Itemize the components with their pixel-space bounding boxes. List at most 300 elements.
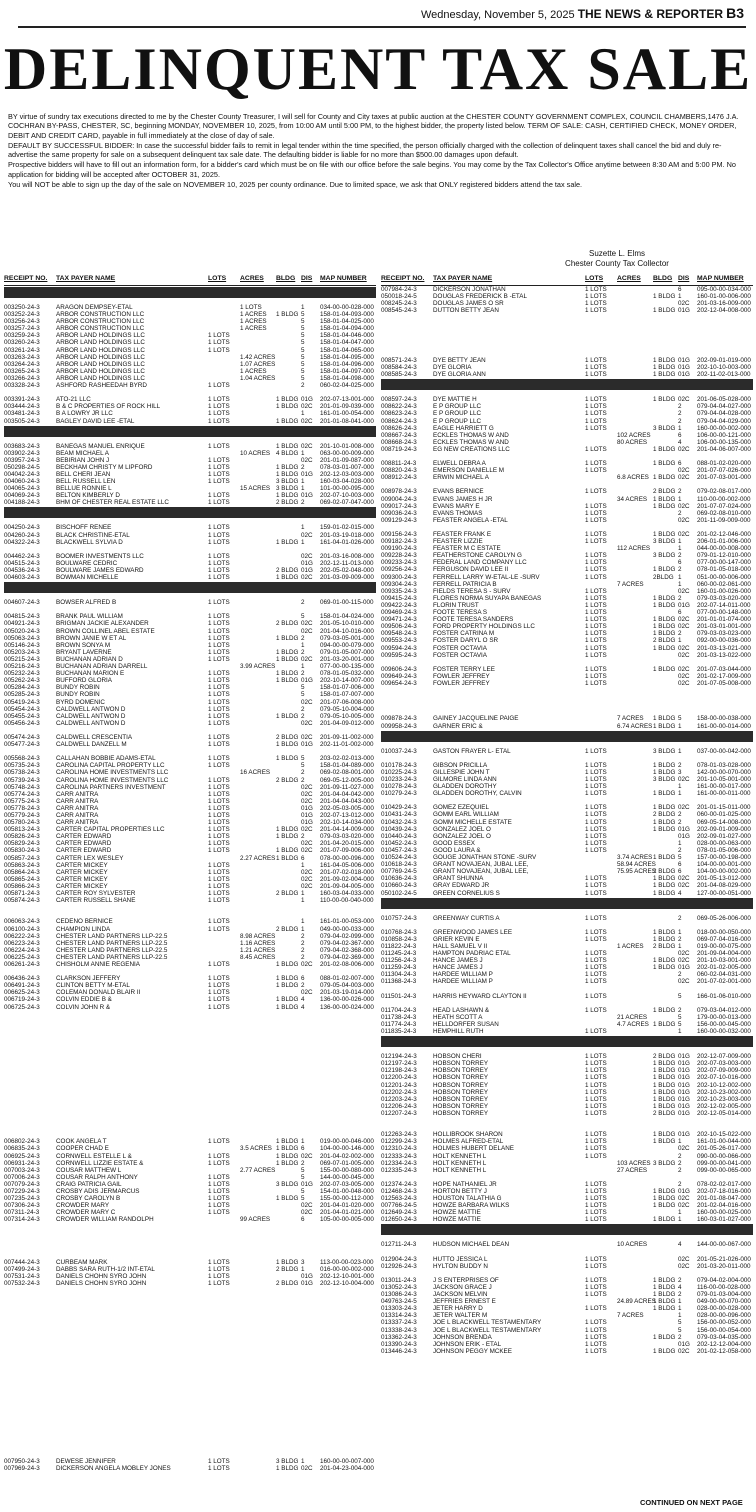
lots: 1 LOTS (208, 705, 230, 713)
lots: 1 LOTS (208, 996, 230, 1004)
map-number: 028-00-00-096-000 (697, 1312, 751, 1320)
dis: 5 (301, 346, 305, 354)
dis: 02C (301, 403, 313, 411)
tax-payer-name: ARBOR LAND HOLDINGS LLC (56, 339, 145, 347)
dis: 2 (301, 833, 305, 841)
tax-payer-name: CALDWELL DANZELL M (56, 741, 127, 749)
row-spacer (4, 389, 376, 396)
bldg: 1 BLDG (653, 307, 676, 315)
map-number: 088-01-02-007-000 (320, 975, 374, 983)
bldg: 3 BLDG (653, 1159, 676, 1167)
tax-payer-name: GILMORE LINDA ANN (433, 776, 497, 783)
bldg: 1 BLDG (653, 1284, 676, 1291)
lots: 1 LOTS (585, 1333, 607, 1341)
tax-payer-name: HOLMES HUBERT DELANE (433, 1145, 514, 1153)
bldg: 1 BLDG (276, 1145, 299, 1153)
map-number: 079-03-03-020-000 (320, 833, 374, 841)
tax-payer-name: GRANT SHUNNA (433, 875, 484, 883)
table-row (4, 691, 376, 698)
tax-payer-name: CAROLINA HOME INVESTMENTS LLC (56, 776, 169, 784)
tax-payer-name: DUTTON BETTY JEAN (433, 307, 499, 315)
lots: 1 LOTS (208, 1152, 230, 1160)
table-row (381, 978, 753, 985)
bldg: 1 BLDG (653, 1187, 676, 1195)
receipt-no: 005203-24-3 (4, 648, 40, 656)
bldg: 1 BLDG (653, 1102, 676, 1110)
bldg: 1 BLDG (276, 648, 299, 656)
table-row (4, 347, 376, 354)
tax-payer-name: FEASTER ANGELA -ETAL (433, 516, 508, 524)
tax-payer-name: CHESTER LAND PARTNERS LLP-22.5 (56, 946, 168, 954)
receipt-no: 005232-24-3 (4, 670, 40, 678)
map-number: 179-00-00-013-000 (697, 1013, 751, 1021)
table-row (381, 950, 753, 957)
tax-payer-name: BELL RUSSELL LEN (56, 478, 116, 486)
map-number: 201-03-01-001-000 (697, 623, 751, 631)
tax-payer-name: FERRELL LARRY W-ETAL-LE -SURV (433, 573, 540, 581)
tax-payer-name: FEATHERSTONE CAROLYN G (433, 552, 522, 560)
lots: 1 LOTS (208, 332, 230, 340)
map-number: 158-01-04-097-000 (320, 367, 374, 375)
map-number: 160-00-00-025-000 (697, 1209, 751, 1217)
dis: 5 (301, 353, 305, 361)
bldg: 1 BLDG (653, 474, 676, 482)
receipt-no: 009036-24-3 (381, 509, 417, 517)
dis: 02C (678, 875, 690, 883)
table-row (381, 1160, 753, 1167)
lots: 1 LOTS (585, 1262, 607, 1270)
row-spacer (4, 546, 376, 553)
row-spacer (381, 708, 753, 715)
bldg: 1 BLDG (653, 293, 676, 301)
tax-payer-name: ASHFORD RASHEEDAH BYRD (56, 382, 147, 390)
table-row (381, 1188, 753, 1195)
tax-payer-name: DYE BETTY JEAN (433, 356, 486, 364)
receipt-no: 004462-24-3 (4, 552, 40, 560)
table-row (4, 954, 376, 961)
bldg: 2 BLDG (276, 620, 299, 628)
dis: 02C (678, 957, 690, 965)
tax-payer-name: FOSTER DARYL O SR (433, 637, 499, 645)
tax-payer-name: CARTER EDWARD (56, 833, 112, 841)
tax-payer-name: JACKSON MELVIN (433, 1291, 488, 1299)
tax-payer-name: CALLAHAN BOBBIE ADAMS-ETAL (56, 755, 156, 763)
tax-payer-name: HOBSON TORREY (433, 1060, 489, 1068)
table-row (4, 734, 376, 741)
receipt-no: 012198-24-3 (381, 1067, 417, 1075)
receipt-no: 005020-24-3 (4, 627, 40, 635)
map-number: 202-11-02-013-000 (697, 371, 751, 379)
dis: 01G (301, 812, 313, 819)
acres: 7 ACRES (617, 1312, 644, 1320)
header-name: TAX PAYER NAME (433, 275, 493, 282)
header-dis: DIS (301, 275, 313, 282)
row-spacer (4, 1046, 376, 1053)
table-row (4, 989, 376, 996)
map-number: 202-05-02-048-000 (320, 567, 374, 574)
bldg: 1 BLDG (653, 854, 676, 862)
bldg: 1 BLDG (653, 502, 676, 510)
tax-payer-name: CARR ANITRA (56, 819, 99, 827)
tax-payer-name: ARBOR LAND HOLDINGS LLC (56, 374, 145, 382)
lots: 1 LOTS (585, 978, 607, 986)
table-row (4, 396, 376, 403)
bldg: 3 BLDG (653, 552, 676, 560)
bldg: 1 BLDG (653, 364, 676, 372)
dis: 01G (678, 307, 690, 315)
table-row (4, 553, 376, 560)
receipt-no: 009335-24-3 (381, 587, 417, 595)
tax-payer-name: FOSTER TERRY LEE (433, 665, 495, 673)
map-number: 079-04-02-099-000 (320, 932, 374, 940)
map-number: 201-07-03-001-000 (697, 474, 751, 482)
receipt-no: 010618-24-3 (381, 861, 417, 869)
dis: 1 (301, 890, 305, 898)
lots: 1 LOTS (585, 1138, 607, 1146)
receipt-no: 008719-24-3 (381, 445, 417, 453)
map-number: 202-09-01-009-000 (697, 825, 751, 833)
dis: 01G (678, 364, 690, 372)
receipt-no: 005748-24-3 (4, 783, 40, 791)
lots: 1 LOTS (208, 719, 230, 727)
tax-payer-name: E P GROUP LLC (433, 410, 482, 418)
map-number: 155-00-00-080-000 (320, 1166, 374, 1174)
dis: 1 (678, 839, 682, 847)
lots: 1 LOTS (208, 620, 230, 628)
bldg: 4 BLDG (276, 449, 299, 457)
header-dis: DIS (678, 275, 690, 282)
tax-payer-name: DYE GLORIA (433, 364, 472, 372)
map-number: 049-00-00-070-000 (697, 1298, 751, 1306)
tax-payer-name: ARBOR LAND HOLDINGS LLC (56, 353, 145, 361)
map-number: 160-00-00-007-000 (320, 1457, 374, 1465)
table-row (381, 748, 753, 755)
tax-payer-name: HEAD LASHAWN & (433, 1006, 490, 1014)
lots: 1 LOTS (585, 950, 607, 958)
lots: 1 LOTS (208, 833, 230, 841)
receipt-no: 009553-24-3 (381, 637, 417, 645)
row-spacer (381, 701, 753, 708)
row-spacer (4, 1436, 376, 1443)
signature-block (542, 249, 692, 269)
map-number: 079-03-04-035-000 (697, 1333, 751, 1341)
receipt-no: 005735-24-3 (4, 762, 40, 770)
receipt-no: 004815-24-3 (4, 613, 40, 621)
map-number: 160-01-00-006-000 (697, 293, 751, 301)
receipt-no: 013446-24-3 (381, 1347, 417, 1355)
map-number: 156-00-00-054-000 (697, 1326, 751, 1334)
dis: 02C (678, 776, 690, 783)
table-row (4, 457, 376, 464)
map-number: 079-04-04-028-000 (697, 410, 751, 418)
table-row (381, 581, 753, 588)
map-number: 201-11-09-009-000 (697, 516, 751, 524)
table-row (381, 811, 753, 818)
bldg: 1 BLDG (276, 655, 299, 663)
receipt-no: 006491-24-3 (4, 982, 40, 990)
table-row (381, 833, 753, 840)
dis: 2 (301, 705, 305, 713)
table-row (4, 361, 376, 368)
tax-payer-name: HOBSON TORREY (433, 1074, 489, 1082)
dis: 02C (301, 1152, 313, 1160)
map-number: 201-04-01-020-000 (320, 1202, 374, 1210)
row-spacer (381, 1124, 753, 1131)
tax-payer-name: CLARKSON JEFFERY (56, 975, 121, 983)
bldg: 1 BLDG (653, 1298, 676, 1306)
receipt-no: 007531-24-3 (4, 1273, 40, 1281)
dis: 5 (301, 762, 305, 770)
tax-payer-name: GONZALEZ JOEL O (433, 832, 491, 840)
lots: 1 LOTS (208, 982, 230, 990)
dis: 01G (678, 1053, 690, 1061)
dis: 02C (301, 1464, 313, 1472)
lots: 1 LOTS (585, 992, 607, 1000)
table-row (4, 996, 376, 1003)
receipt-no: 004515-24-3 (4, 559, 40, 567)
map-number: 158-01-04-096-000 (320, 360, 374, 368)
map-number: 156-00-00-045-000 (697, 1021, 751, 1028)
lots: 1 LOTS (208, 492, 230, 500)
table-row (381, 943, 753, 950)
tax-payer-name: GOOD LAURA & (433, 846, 481, 854)
table-row (381, 804, 753, 811)
dis: 1 (301, 925, 305, 933)
map-number: 158-01-04-047-000 (320, 339, 374, 347)
bldg: 3 BLDG (653, 747, 676, 755)
acres: 10 ACRES (240, 449, 271, 457)
section-divider (4, 507, 376, 518)
tax-payer-name: DOUGLAS JAMES O SR (433, 300, 504, 308)
receipt-no: 009156-24-3 (381, 531, 417, 538)
table-row (4, 635, 376, 642)
row-spacer (4, 1110, 376, 1117)
lots: 1 LOTS (585, 672, 607, 680)
map-number: 094-00-00-079-000 (320, 641, 374, 649)
dis: 02C (301, 790, 313, 798)
receipt-no: 007984-24-3 (381, 286, 417, 293)
receipt-no: 010225-24-3 (381, 768, 417, 776)
map-number: 202-07-10-003-000 (320, 492, 374, 500)
receipt-no: 011304-24-3 (381, 971, 417, 979)
receipt-no: 009958-24-3 (381, 722, 417, 730)
table-row (381, 826, 753, 833)
receipt-no: 012334-24-3 (381, 1159, 417, 1167)
table-row (381, 637, 753, 644)
lots: 1 LOTS (208, 882, 230, 890)
lots: 1 LOTS (585, 665, 607, 673)
lots: 1 LOTS (208, 819, 230, 827)
dis: 1 (678, 747, 682, 755)
row-spacer (381, 694, 753, 701)
lots: 1 LOTS (585, 1180, 607, 1188)
lots: 1 LOTS (208, 875, 230, 883)
receipt-no: 013390-24-3 (381, 1340, 417, 1348)
lots: 1 LOTS (208, 733, 230, 741)
dis: 1 (678, 783, 682, 791)
map-number: 201-02-08-006-000 (320, 960, 374, 968)
row-spacer (4, 1238, 376, 1245)
lots: 1 LOTS (585, 790, 607, 798)
map-number: 106-00-00-135-000 (697, 438, 751, 446)
intro-paragraph: Prospective bidders will have to fill out an information form, for a bidder's card which must be on file with our office before the sale begins. You may come by the Tax Collector's Office anytime between 8:30 AM and 5:00 PM. No application for bidding will be accepted after OCTOBER 31, 2025. (8, 160, 736, 179)
lots: 1 LOTS (208, 925, 230, 933)
table-row (381, 1241, 753, 1248)
row-spacer (381, 1249, 753, 1256)
bldg: 1 BLDG (276, 1003, 299, 1011)
receipt-no: 004250-24-3 (4, 524, 40, 532)
map-number: 202-07-18-016-000 (697, 1187, 751, 1195)
receipt-no: 009129-24-3 (381, 516, 417, 524)
row-spacer (4, 1443, 376, 1450)
table-row (4, 663, 376, 670)
table-row (4, 485, 376, 492)
table-row (381, 439, 753, 446)
lots: 1 LOTS (585, 1028, 607, 1036)
lots: 1 LOTS (585, 768, 607, 776)
lots: 1 LOTS (585, 825, 607, 833)
tax-payer-name: BELL CHERI JEAN (56, 470, 111, 478)
tax-payer-name: FOSTER OCTAVIA (433, 644, 487, 652)
receipt-no: 010452-24-3 (381, 839, 417, 847)
tax-payer-name: JETER HARRY D (433, 1305, 483, 1313)
tax-payer-name: HOLMES ALFRED-ETAL (433, 1138, 504, 1146)
acres: 4.7 ACRES (617, 1021, 649, 1028)
lots: 1 LOTS (208, 691, 230, 699)
listing-rows (4, 287, 376, 1472)
receipt-no: 010279-24-3 (381, 790, 417, 798)
dis: 02C (301, 875, 313, 883)
lots: 1 LOTS (585, 371, 607, 379)
dis: 01G (301, 470, 313, 478)
tax-payer-name: FOOTE TERESA S (433, 609, 488, 617)
dis: 02C (678, 445, 690, 453)
table-row (381, 371, 753, 378)
tax-payer-name: HOBSON CHERI (433, 1053, 482, 1061)
dis: 2 (301, 463, 305, 471)
map-number: 069-01-00-115-000 (320, 599, 374, 607)
bldg: 1 BLDG (653, 371, 676, 379)
receipt-no: 008245-24-3 (381, 300, 417, 308)
map-number: 201-07-09-006-000 (320, 847, 374, 855)
table-row (381, 510, 753, 517)
dis: 6 (301, 1216, 305, 1224)
tax-payer-name: CAROLINA HOME INVESTMENTS LLC (56, 769, 169, 777)
tax-payer-name: FOSTER OCTAVIA (433, 651, 487, 659)
row-spacer (4, 1387, 376, 1394)
dis: 1 (301, 1138, 305, 1146)
tax-payer-name: HOUSTON TALATHIA G (433, 1195, 502, 1203)
tax-payer-name: ARBOR CONSTRUCTION LLC (56, 318, 145, 326)
row-spacer (4, 1287, 376, 1294)
tax-payer-name: CHAMPION LINDA (56, 925, 111, 933)
table-row (381, 1028, 753, 1035)
lots: 1 LOTS (208, 634, 230, 642)
tax-payer-name: ATO-21 LLC (56, 396, 91, 404)
dis: 02C (301, 574, 313, 582)
section-divider (381, 1036, 753, 1047)
tax-payer-name: GREENWOOD JAMES LEE (433, 928, 513, 936)
table-row (4, 926, 376, 933)
dis: 2 (301, 634, 305, 642)
lots: 1 LOTS (208, 1180, 230, 1188)
receipt-no: 012650-24-3 (381, 1216, 417, 1224)
row-spacer (381, 986, 753, 993)
acres: 7 ACRES (617, 715, 644, 723)
tax-payer-name: BOULWARE JAMES EDWARD (56, 567, 144, 574)
lots: 1 LOTS (585, 1095, 607, 1103)
dis: 1 (678, 580, 682, 588)
receipt-no: 009649-24-3 (381, 672, 417, 680)
receipt-no: 004603-24-3 (4, 574, 40, 582)
map-number: 202-07-03-003-000 (697, 1060, 751, 1068)
map-number: 158-00-00-038-000 (697, 715, 751, 723)
lots: 1 LOTS (585, 935, 607, 943)
lots: 1 LOTS (585, 1340, 607, 1348)
lots: 1 LOTS (208, 1258, 230, 1266)
receipt-no: 011256-24-3 (381, 957, 417, 965)
receipt-no: 009256-24-3 (381, 566, 417, 574)
table-row (4, 1280, 376, 1287)
tax-payer-name: GAINEY JACQUELINE PAIGE (433, 715, 519, 723)
lots: 1 LOTS (208, 463, 230, 471)
acres: 58.94 ACRES (617, 861, 656, 869)
bldg: 1 BLDG (653, 616, 676, 624)
table-row (381, 1067, 753, 1074)
map-number: 201-01-01-074-000 (697, 616, 751, 624)
receipt-no: 011259-24-3 (381, 964, 417, 972)
table-row (4, 847, 376, 854)
row-spacer (381, 1270, 753, 1277)
listing-column-left (4, 271, 376, 1472)
table-row (381, 595, 753, 602)
table-row (4, 1458, 376, 1465)
tax-payer-name: DABBS SARA RUTH-1/2 INT-ETAL (56, 1266, 155, 1273)
bldg: 2 BLDG (276, 890, 299, 898)
dis: 5 (301, 691, 305, 699)
table-row (381, 680, 753, 687)
lots: 1 LOTS (585, 776, 607, 783)
lots: 1 LOTS (585, 783, 607, 791)
row-spacer (4, 1039, 376, 1046)
map-number: 160-00-00-002-000 (697, 424, 751, 432)
lots: 1 LOTS (585, 1202, 607, 1210)
receipt-no: 005813-24-3 (4, 826, 40, 834)
receipt-no: 009304-24-3 (381, 580, 417, 588)
table-row (381, 1209, 753, 1216)
map-number: 201-02-12-058-000 (697, 1347, 751, 1355)
receipt-no: 013337-24-3 (381, 1319, 417, 1327)
map-number: 202-11-01-002-000 (320, 741, 374, 749)
table-row (381, 307, 753, 314)
table-row (381, 868, 753, 875)
receipt-no: 008820-24-3 (381, 467, 417, 475)
row-spacer (4, 911, 376, 918)
bldg: 1 BLDG (276, 1195, 299, 1203)
receipt-no: 007006-24-3 (4, 1173, 40, 1181)
dis: 1 (678, 928, 682, 936)
table-row (381, 496, 753, 503)
lots: 1 LOTS (208, 339, 230, 347)
dis: 1 (301, 641, 305, 649)
lots: 1 LOTS (585, 630, 607, 638)
tax-payer-name: CROWDER WILLIAM RANDOLPH (56, 1216, 154, 1224)
map-number: 079-03-05-001-000 (320, 634, 374, 642)
map-number: 202-12-12-004-000 (697, 1340, 751, 1348)
dis: 02C (301, 1202, 313, 1210)
lots: 1 LOTS (585, 300, 607, 308)
map-number: 101-00-00-095-000 (320, 485, 374, 493)
